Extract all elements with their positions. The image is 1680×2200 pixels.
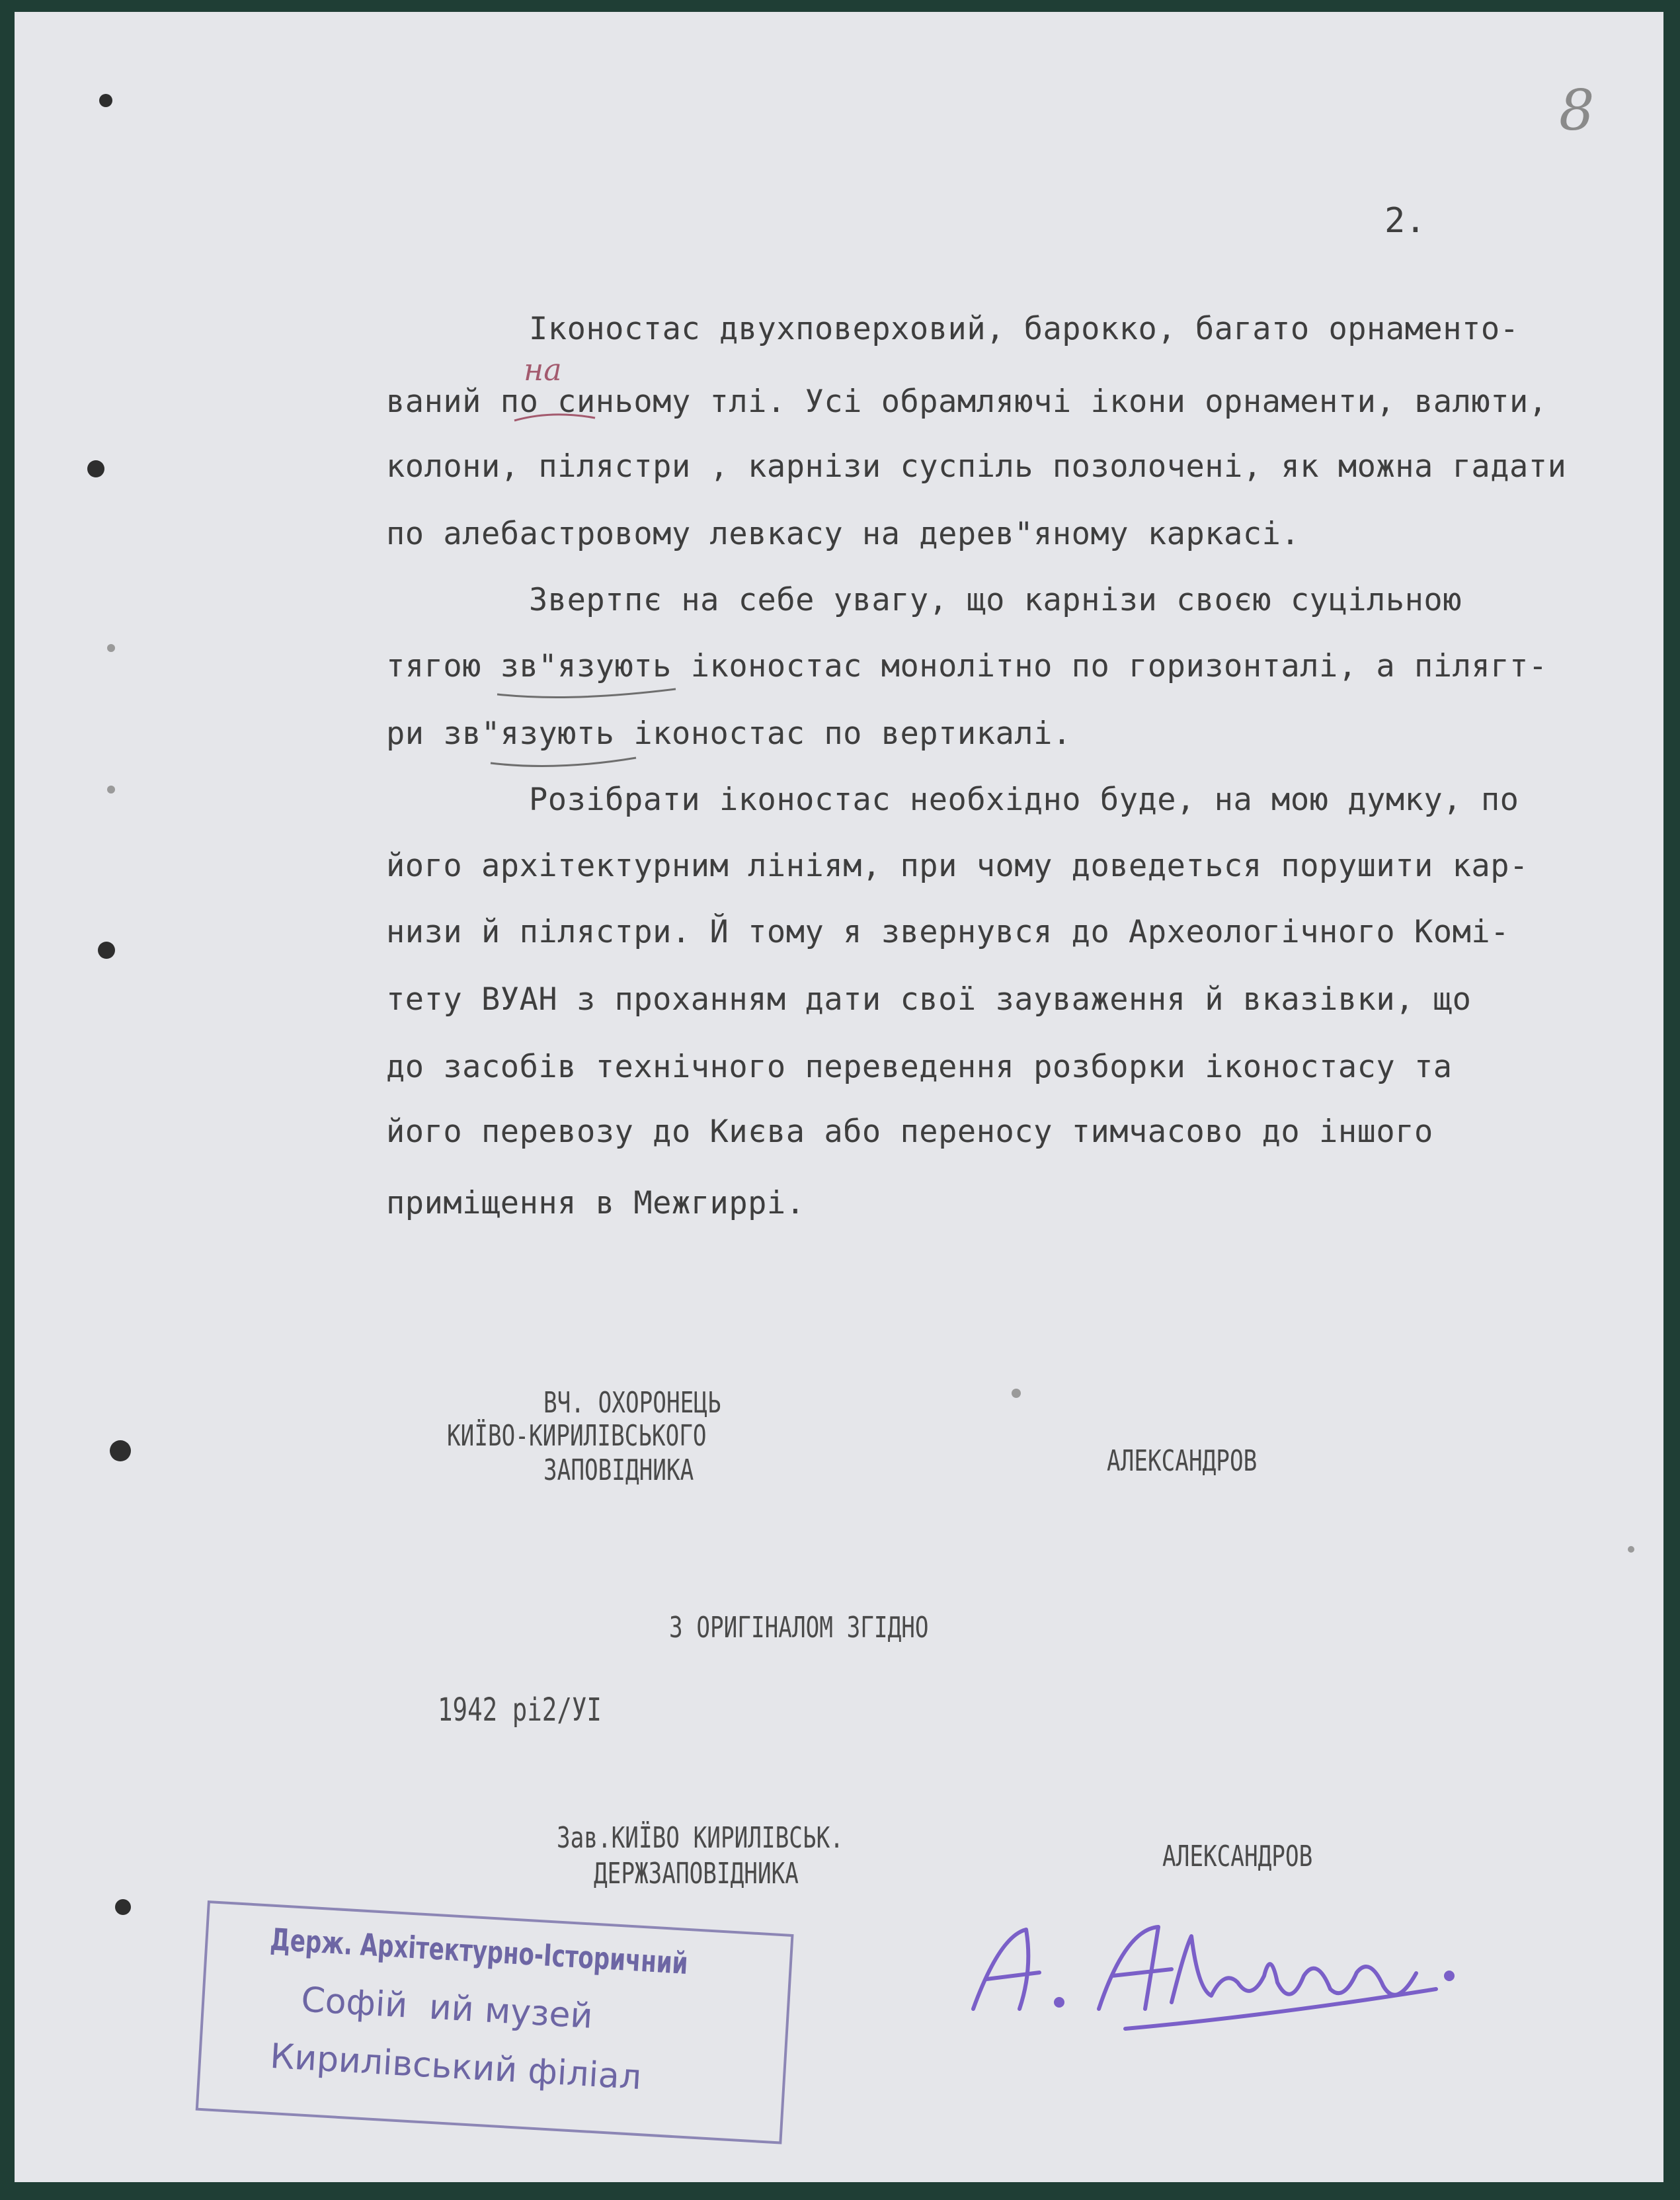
paragraph-line: Розібрати іконостас необхідно буде, на мою думку, по (529, 782, 1519, 818)
paragraph-line: його перевозу до Києва або переносу тимчасово до іншого (386, 1114, 1433, 1150)
paragraph-line: ваний по синьому тлі. Усі обрамляючі ікони орнаменти, валюти, (386, 384, 1548, 420)
paper-speck (1012, 1389, 1021, 1398)
paragraph-line: ри зв"язують іконостас по вертикалі. (386, 715, 1072, 752)
paragraph-line: колони, пілястри , карнізи суспіль позолочені, як можна гадати (386, 448, 1567, 485)
official-stamp (196, 1900, 794, 2144)
stamp-line: Держ. Архітектурно-Історичний (269, 1921, 690, 1981)
binding-hole (99, 94, 112, 107)
document-page (15, 12, 1663, 2182)
paragraph-line: низи й пілястри. Й тому я звернувся до Археологічного Комі- (386, 914, 1509, 950)
page-number: 2. (1384, 201, 1426, 241)
binding-hole (87, 460, 104, 477)
paper-speck (107, 786, 115, 794)
paragraph-line: приміщення в Межгиррі. (386, 1185, 805, 1221)
signatory-title-line: Зав.КИЇВО КИРИЛІВСЬК. (557, 1821, 844, 1855)
pencil-underline-marks (477, 680, 689, 779)
stamp-line: Кирилівський філіал (268, 2036, 643, 2098)
signatory-title-line: ВЧ. ОХОРОНЕЦЬ (543, 1386, 721, 1420)
binding-hole (115, 1899, 131, 1915)
signatory-title-line: ЗАПОВІДНИКА (543, 1453, 694, 1487)
signatory-title-line: КИЇВО-КИРИЛІВСЬКОГО (447, 1419, 707, 1453)
certification-note: З ОРИГІНАЛОМ ЗГІДНО (669, 1611, 929, 1645)
paragraph-line: тету ВУАН з проханням дати свої зауваження й вказівки, що (386, 981, 1472, 1018)
document-date: 1942 рі2/УІ (438, 1691, 602, 1729)
paragraph-line: його архітектурним лініям, при чому доведеться порушити кар- (386, 848, 1529, 884)
handwritten-signature (960, 1910, 1462, 2035)
paragraph-line: по алебастровому левкасу на дерев"яному каркасі. (386, 516, 1300, 552)
paragraph-line: Іконостас двухповерховий, барокко, багато орнаменто- (529, 311, 1519, 347)
paragraph-line: тягою зв"язують іконостас монолітно по горизонталі, а пілягт- (386, 648, 1548, 684)
paragraph-line: до засобів технічного переведення розборки іконостасу та (386, 1049, 1453, 1085)
handwritten-correction: на (524, 352, 562, 387)
stamp-line: Софій ий музей (300, 1980, 594, 2037)
signatory-title-line: ДЕРЖЗАПОВІДНИКА (594, 1857, 799, 1891)
archive-page-number: 8 (1559, 78, 1595, 143)
signatory-name: АЛЕКСАНДРОВ (1107, 1444, 1258, 1478)
binding-hole (110, 1440, 131, 1461)
signatory-name: АЛЕКСАНДРОВ (1162, 1840, 1313, 1873)
binding-hole (98, 942, 115, 959)
paragraph-line: Звертпє на себе увагу, що карнізи своєю суцільною (529, 582, 1462, 618)
paper-speck (1628, 1546, 1634, 1553)
paper-speck (107, 644, 115, 652)
